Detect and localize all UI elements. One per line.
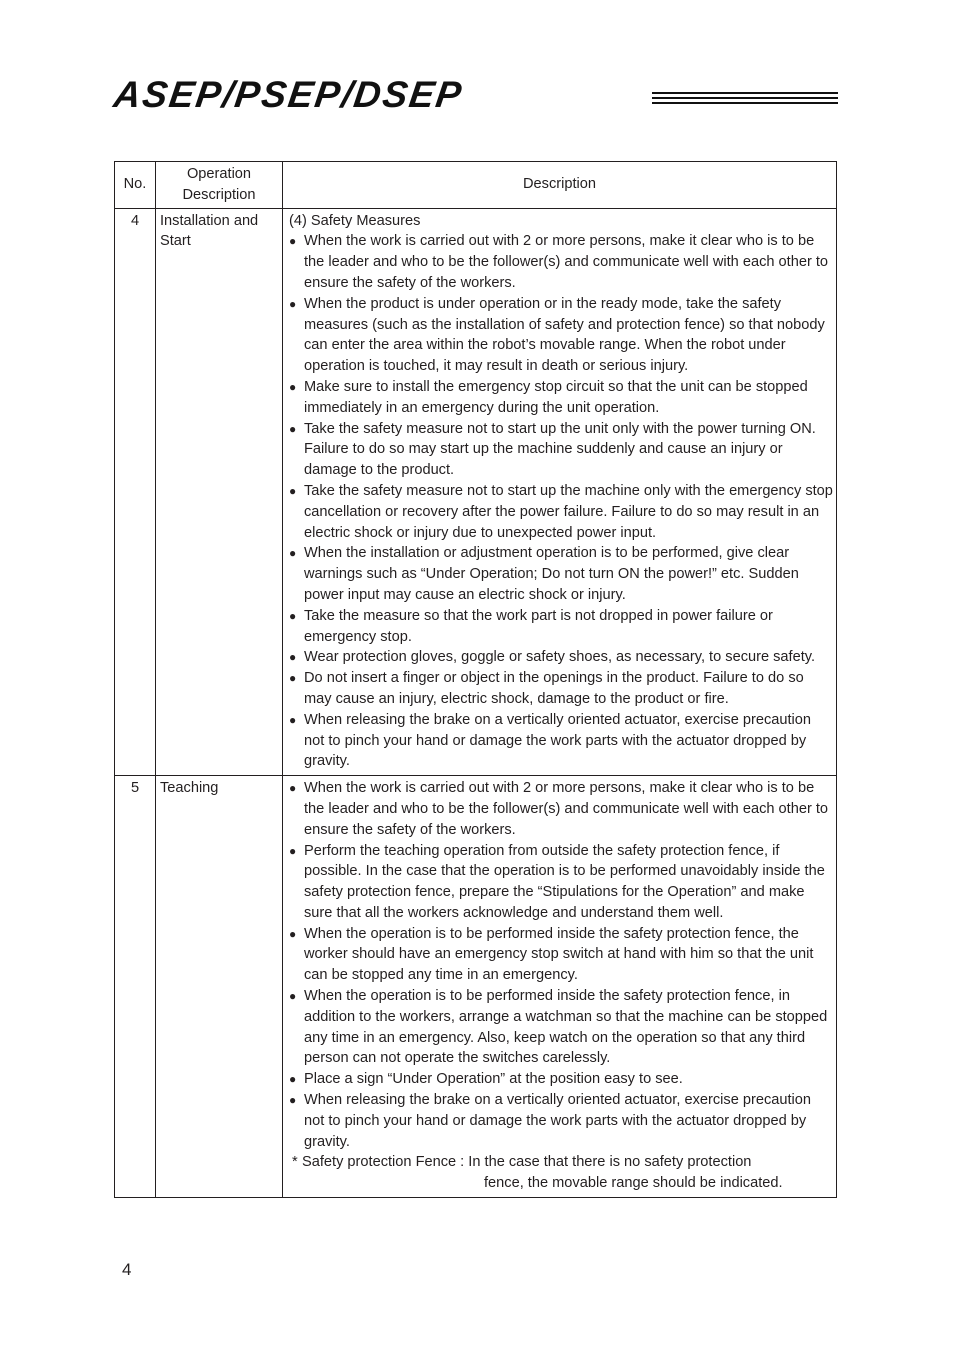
header-operation: Operation Description <box>156 162 283 209</box>
row-description <box>283 776 837 1198</box>
logo-rule-lines <box>652 92 838 107</box>
bullet-item: ● Take the safety measure not to start up the machine only with the emergency stop cancellation or recovery after the power failure. Failure to do so may result in an electric shock or injury due to unexpected power input. <box>289 481 834 543</box>
table-row <box>115 208 837 776</box>
bullet-item: ● Do not insert a finger or object in the openings in the product. Failure to do so may cause an injury, electric shock, damage to the product or fire. <box>289 668 834 710</box>
footnote-line-1: Safety protection Fence : In the case that there is no safety protection <box>302 1154 752 1171</box>
bullet-item: ● Perform the teaching operation from outside the safety protection fence, if possible. In the case that the operation is to be performed unavoidably inside the safety protection fence, prepare the “Stipulations for the Operation” and make sure that all the workers acknowledge and understand them well. <box>289 841 834 924</box>
bullet-item: ● Take the measure so that the work part is not dropped in power failure or emergency stop. <box>289 606 834 648</box>
page-number: 4 <box>122 1260 132 1279</box>
bullet-item: ● Place a sign “Under Operation” at the position easy to see. <box>289 1069 834 1090</box>
footnote-mark: * <box>292 1154 298 1171</box>
table-row <box>115 776 837 1198</box>
header-description: Description <box>283 162 837 209</box>
row-operation: Teaching <box>156 776 283 1198</box>
section-heading: (4) Safety Measures <box>289 212 421 229</box>
logo-text: ASEP/PSEP/DSEP <box>111 74 466 115</box>
bullet-item: ● Make sure to install the emergency stop circuit so that the unit can be stopped immediately in an emergency during the unit operation. <box>289 377 834 419</box>
bullet-item: ● Wear protection gloves, goggle or safety shoes, as necessary, to secure safety. <box>289 647 834 668</box>
row-description <box>283 208 837 776</box>
bullet-item: ● When the work is carried out with 2 or more persons, make it clear who is to be the leader and who to be the follower(s) and communicate well with each other to ensure the safety of the workers. <box>289 778 834 840</box>
bullet-item: ● When the product is under operation or in the ready mode, take the safety measures (such as the installation of safety and protection fence) so that nobody can enter the area within the robot’s movable range. When the robot under operation is touched, it may result in death or serious injury. <box>289 294 834 377</box>
header-no: No. <box>115 162 156 209</box>
footnote <box>289 1152 834 1194</box>
row-operation: Installation and Start <box>156 208 283 776</box>
bullet-item: ● When releasing the brake on a vertically oriented actuator, exercise precaution not to pinch your hand or damage the work parts with the actuator dropped by gravity. <box>289 710 834 772</box>
bullet-item: ● When releasing the brake on a vertically oriented actuator, exercise precaution not to pinch your hand or damage the work parts with the actuator dropped by gravity. <box>289 1090 834 1152</box>
footnote-line-2: fence, the movable range should be indicated. <box>484 1175 783 1192</box>
bullet-item: ● When the operation is to be performed inside the safety protection fence, the worker should have an emergency stop switch at hand with him so that the unit can be stopped any time in an emergency. <box>289 924 834 986</box>
bullet-item: ● Take the safety measure not to start up the unit only with the power turning ON. Failure to do so may start up the machine suddenly and cause an injury or damage to the product. <box>289 419 834 481</box>
bullet-item: ● When the work is carried out with 2 or more persons, make it clear who is to be the leader and who to be the follower(s) and communicate well with each other to ensure the safety of the workers. <box>289 231 834 293</box>
product-logo <box>112 70 838 120</box>
row-number: 5 <box>115 776 156 1198</box>
row-number: 4 <box>115 208 156 776</box>
safety-operation-table <box>114 161 837 1198</box>
bullet-item: ● When the operation is to be performed inside the safety protection fence, in addition to the workers, arrange a watchman so that the machine can be stopped any time in an emergency. Also, keep watch on the operation so that any third person can not operate the switches carelessly. <box>289 986 834 1069</box>
table-header-row <box>115 162 837 209</box>
bullet-item: ● When the installation or adjustment operation is to be performed, give clear warnings such as “Under Operation; Do not turn ON the power!” etc. Sudden power input may cause an electric shock or injury. <box>289 543 834 605</box>
